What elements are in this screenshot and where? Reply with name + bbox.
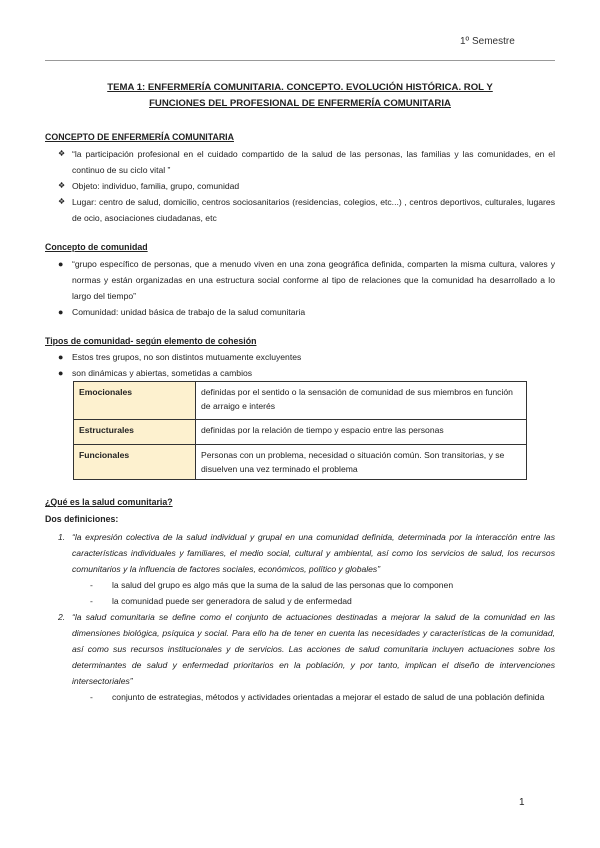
sub-list	[90, 689, 555, 705]
diamond-bullet-icon: ❖	[58, 181, 66, 190]
bullet-list	[58, 146, 555, 226]
community-types-table	[73, 381, 527, 480]
sub-list	[90, 577, 555, 609]
table-row: Emocionales definidas por el sentido o la sensación de comunidad de sus miembros en función de arraigo e interés	[74, 382, 527, 420]
list-item: ● son dinámicas y abiertas, sometidas a cambios	[58, 365, 555, 381]
header-divider	[45, 60, 555, 61]
table-row: Estructurales definidas por la relación de tiempo y espacio entre las personas	[74, 420, 527, 445]
list-item: ● “grupo específico de personas, que a menudo viven en una zona geográfica definida, comparten la misma cultura, valores y normas y están organizadas en una estructura social conforme al tipo de relaciones que la comunidad ha desarrollado a lo largo del tiempo”	[58, 256, 555, 304]
list-item: ❖ Lugar: centro de salud, domicilio, centros sociosanitarios (residencias, colegios, etc...) , centros deportivos, culturales, lugares de ocio, asociaciones ciudadanas, etc	[58, 194, 555, 226]
subheading: Dos definiciones:	[45, 514, 119, 524]
definitions-list	[58, 529, 555, 705]
header-semester: 1º Semestre	[460, 36, 515, 47]
page-number: 1	[519, 797, 525, 808]
diamond-bullet-icon: ❖	[58, 149, 66, 158]
bullet-icon: ●	[58, 259, 64, 269]
section-heading: Tipos de comunidad- según elemento de cohesión	[45, 336, 257, 346]
list-item: ● Estos tres grupos, no son distintos mutuamente excluyentes	[58, 349, 555, 365]
title-line-1: TEMA 1: ENFERMERÍA COMUNITARIA. CONCEPTO. EVOLUCIÓN HISTÓRICA. ROL Y	[107, 82, 493, 93]
diamond-bullet-icon: ❖	[58, 197, 66, 206]
bullet-icon: ●	[58, 368, 64, 378]
list-item: ❖ Objeto: individuo, familia, grupo, comunidad	[58, 178, 555, 194]
list-item: ● Comunidad: unidad básica de trabajo de la salud comunitaria	[58, 304, 555, 320]
bullet-list	[58, 349, 555, 381]
title-line-2: FUNCIONES DEL PROFESIONAL DE ENFERMERÍA COMUNITARIA	[149, 98, 451, 109]
section-heading: Concepto de comunidad	[45, 242, 148, 252]
list-item: - la salud del grupo es algo más que la suma de la salud de las personas que lo componen	[90, 580, 454, 590]
list-item: ❖ “la participación profesional en el cuidado compartido de la salud de las personas, las familias y las comunidades, en el continuo de su ciclo vital ”	[58, 146, 555, 178]
list-item: - conjunto de estrategias, métodos y actividades orientadas a mejorar el estado de salud de una población definida	[90, 692, 545, 702]
definition-item: 2. “la salud comunitaria se define como el conjunto de actuaciones destinadas a mejorar la salud de la comunidad en las dimensiones biológica, psíquica y social. Para ello ha de tener en cuenta las necesidades y características de la comunidad, así como sus recursos institucionales y de servicios. Las acciones de salud comunitaria incluyen actuaciones sobre los determinantes de salud y enfermedad prioritarios en la población, y por tanto, implican el diseño de intervenciones intersectoriales” - conjunto de estrategias, métodos y actividades orientadas a mejorar el estado de salud de una población definida	[58, 609, 555, 705]
list-item: - la comunidad puede ser generadora de salud y de enfermedad	[90, 596, 352, 606]
section-heading: CONCEPTO DE ENFERMERÍA COMUNITARIA	[45, 132, 234, 142]
table-row: Funcionales Personas con un problema, necesidad o situación común. Son transitorias, y se disuelven una vez terminado el problema	[74, 445, 527, 480]
bullet-list	[58, 256, 555, 320]
bullet-icon: ●	[58, 352, 64, 362]
definition-item: 1. “la expresión colectiva de la salud individual y grupal en una comunidad definida, determinada por la interacción entre las características individuales y familiares, el medio social, cultural y ambiental, así como los servicios de salud, los recursos comunitarios y la influencia de factores sociales, económicos, político y globales” - la salud del grupo es algo más que la suma de la salud de las personas que lo componen - la comunidad puede ser generadora de salud y de enfermedad	[58, 529, 555, 609]
section-heading: ¿Qué es la salud comunitaria?	[45, 497, 173, 507]
bullet-icon: ●	[58, 307, 64, 317]
document-title	[60, 80, 540, 112]
